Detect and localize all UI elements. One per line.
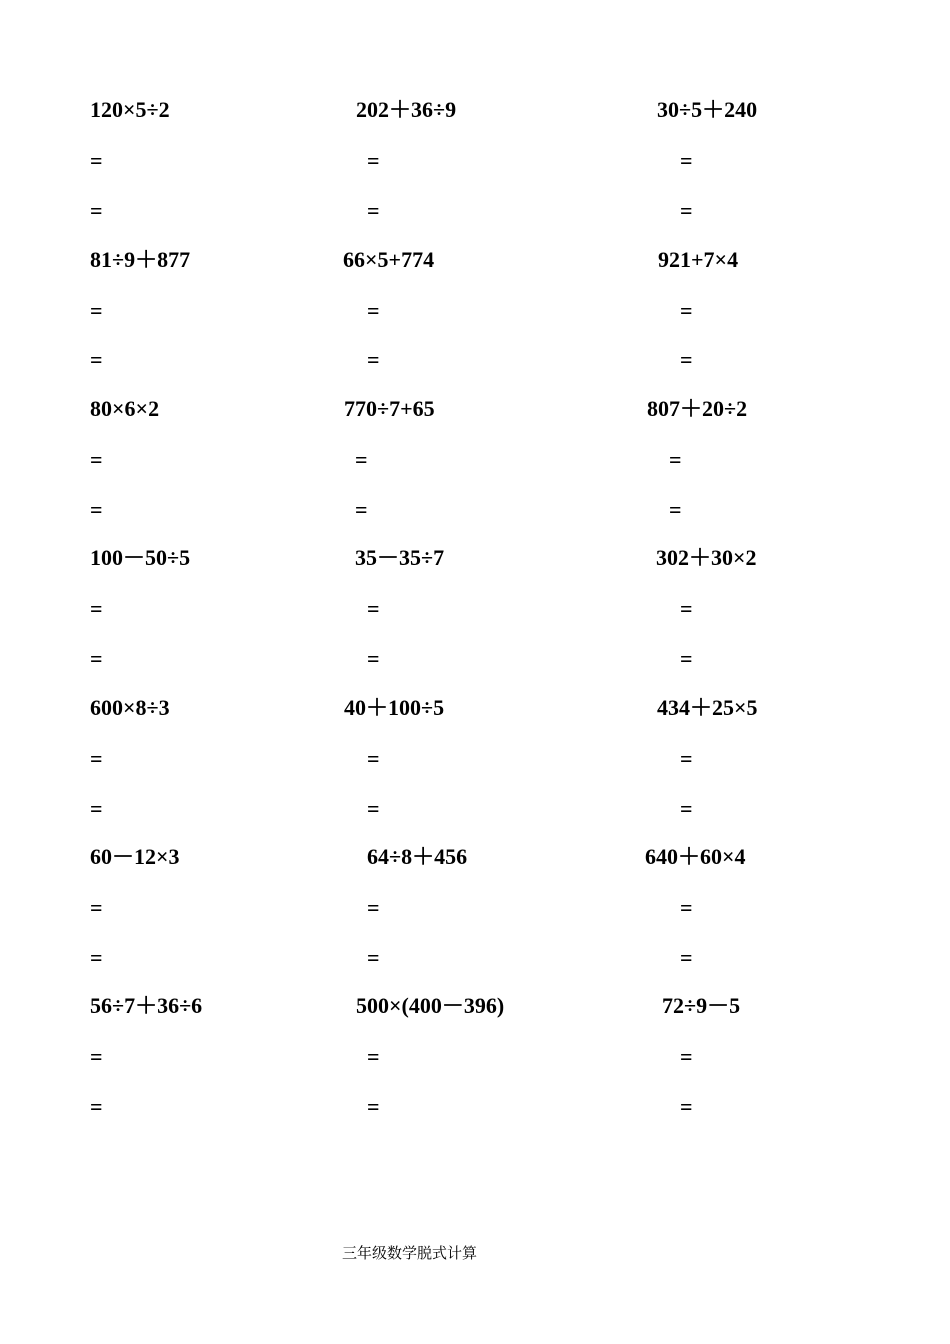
answer-equals: = [90,746,103,771]
answer-equals: = [680,895,693,920]
problem-expression: 600×8÷3 [90,695,170,720]
answer-equals: = [90,945,103,970]
problem-expression: 500×(400－396) [356,993,505,1018]
answer-equals: = [680,198,693,223]
answer-equals: = [367,796,380,821]
problem-expression: 434＋25×5 [657,695,758,720]
problem-expression: 66×5+774 [343,247,435,272]
answer-equals: = [680,945,693,970]
answer-equals: = [90,1044,103,1069]
answer-equals: = [367,895,380,920]
answer-equals: = [90,198,103,223]
answer-equals: = [367,198,380,223]
problem-expression: 770÷7+65 [344,396,435,421]
answer-equals: = [680,596,693,621]
answer-equals: = [355,497,368,522]
problem-expression: 921+7×4 [658,247,739,272]
answer-equals: = [669,497,682,522]
problem-expression: 30÷5＋240 [657,97,758,122]
problem-expression: 64÷8＋456 [367,844,468,869]
answer-equals: = [680,148,693,173]
answer-equals: = [680,298,693,323]
problem-expression: 56÷7＋36÷6 [90,993,203,1018]
problem-expression: 807＋20÷2 [647,396,748,421]
answer-equals: = [367,1094,380,1119]
problem-expression: 81÷9＋877 [90,247,191,272]
answer-equals: = [90,796,103,821]
answer-equals: = [355,447,368,472]
answer-equals: = [367,347,380,372]
answer-equals: = [367,746,380,771]
problem-expression: 80×6×2 [90,396,160,421]
answer-equals: = [90,895,103,920]
answer-equals: = [367,945,380,970]
problem-expression: 202＋36÷9 [356,97,457,122]
answer-equals: = [90,596,103,621]
answer-equals: = [367,298,380,323]
page-footer: 三年级数学脱式计算 [342,1244,478,1262]
problem-expression: 60－12×3 [90,844,180,869]
answer-equals: = [367,148,380,173]
answer-equals: = [680,746,693,771]
answer-equals: = [90,347,103,372]
problem-expression: 120×5÷2 [90,97,170,122]
problem-expression: 40＋100÷5 [344,695,445,720]
answer-equals: = [680,796,693,821]
answer-equals: = [367,596,380,621]
answer-equals: = [680,646,693,671]
answer-equals: = [367,1044,380,1069]
answer-equals: = [90,646,103,671]
answer-equals: = [680,1094,693,1119]
problem-expression: 72÷9－5 [662,993,741,1018]
problem-expression: 302＋30×2 [656,545,757,570]
problem-expression: 640＋60×4 [645,844,746,869]
answer-equals: = [90,1094,103,1119]
answer-equals: = [680,1044,693,1069]
answer-equals: = [669,447,682,472]
answer-equals: = [680,347,693,372]
answer-equals: = [90,447,103,472]
problem-expression: 100－50÷5 [90,545,191,570]
answer-equals: = [90,497,103,522]
answer-equals: = [367,646,380,671]
problem-expression: 35－35÷7 [355,545,445,570]
answer-equals: = [90,298,103,323]
answer-equals: = [90,148,103,173]
